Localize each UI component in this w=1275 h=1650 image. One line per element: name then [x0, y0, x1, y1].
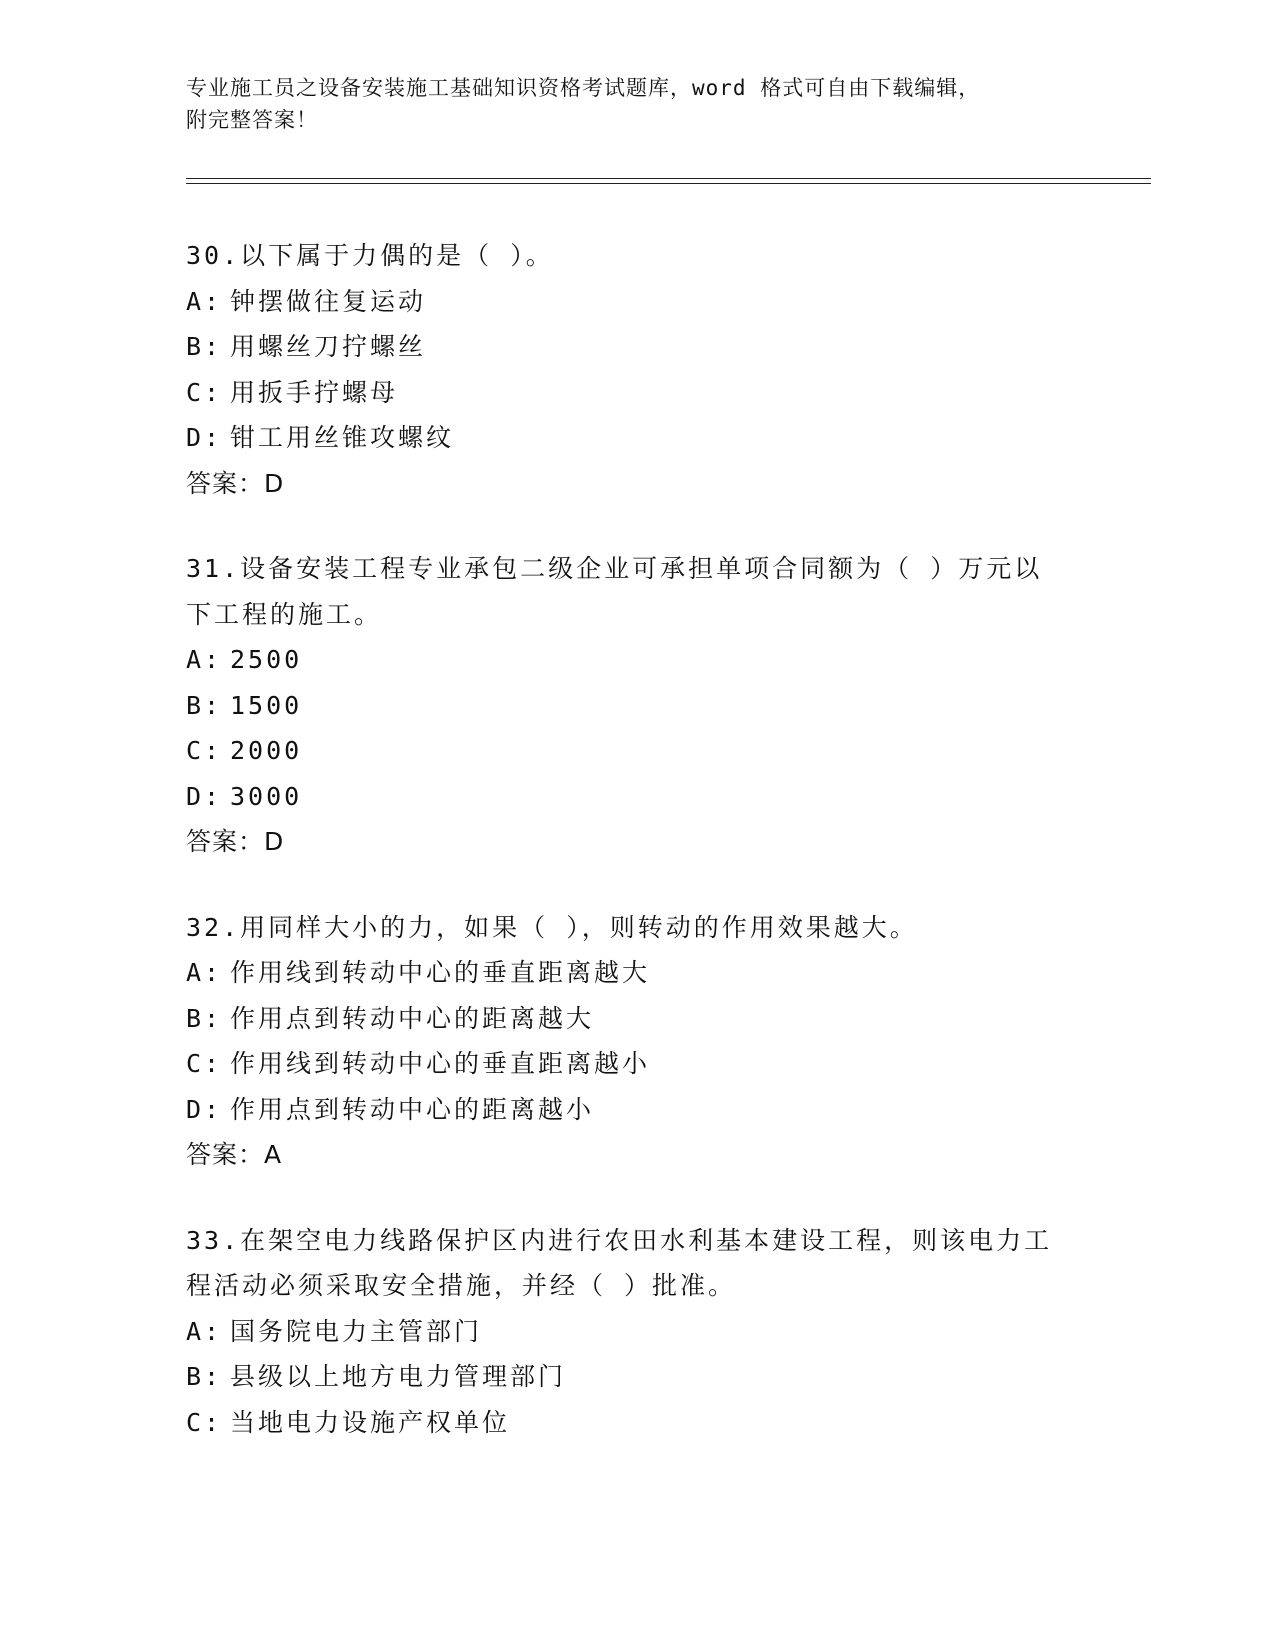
- option-text: 作用点到转动中心的距离越大: [230, 1003, 595, 1033]
- question-text: 在架空电力线路保护区内进行农田水利基本建设工程，则该电力工: [240, 1225, 1053, 1255]
- question-text: 以下属于力偶的是（ ）。: [240, 241, 554, 270]
- option-text: 作用线到转动中心的垂直距离越小: [230, 1049, 651, 1078]
- option-text: 用扳手拧螺母: [230, 377, 399, 407]
- answer-value: D: [264, 827, 285, 856]
- question-number: 33.: [186, 1225, 241, 1255]
- option-key: D:: [186, 423, 223, 452]
- option-c: [186, 370, 1086, 416]
- option-key: B:: [186, 332, 223, 361]
- option-a: [186, 279, 1086, 325]
- option-text: 2000: [230, 736, 303, 765]
- option-c: [186, 1400, 1086, 1446]
- answer-label: 答案：: [186, 827, 265, 856]
- option-text: 钳工用丝锥攻螺纹: [230, 423, 455, 452]
- option-d: [186, 774, 1086, 820]
- option-key: A:: [186, 958, 223, 987]
- option-a: [186, 950, 1086, 996]
- option-a: [186, 637, 1086, 683]
- option-text: 1500: [230, 690, 303, 720]
- option-key: C:: [186, 1049, 223, 1078]
- document-header: [186, 72, 1066, 136]
- option-text: 作用线到转动中心的垂直距离越大: [230, 958, 651, 987]
- header-line-1: 专业施工员之设备安装施工基础知识资格考试题库，word 格式可自由下载编辑，: [186, 76, 981, 100]
- option-key: D:: [186, 781, 223, 811]
- option-b: [186, 324, 1086, 370]
- option-a: [186, 1309, 1086, 1355]
- question-stem-continued: [186, 592, 1086, 638]
- question-number: 32.: [186, 912, 241, 942]
- option-text: 作用点到转动中心的距离越小: [230, 1094, 595, 1124]
- question-stem: [186, 546, 1086, 592]
- option-text: 钟摆做往复运动: [230, 286, 427, 316]
- question-text: 设备安装工程专业承包二级企业可承担单项合同额为（ ）万元以: [240, 554, 1043, 583]
- option-text: 2500: [230, 645, 303, 674]
- option-key: B:: [186, 1362, 223, 1391]
- question-block: [186, 233, 1086, 506]
- question-text: 用同样大小的力，如果（ ），则转动的作用效果越大。: [240, 912, 918, 942]
- option-b: [186, 683, 1086, 729]
- option-key: B:: [186, 690, 223, 720]
- answer-line: [186, 1132, 1086, 1178]
- question-block: [186, 905, 1086, 1178]
- question-block: [186, 546, 1086, 865]
- question-list: [186, 233, 1086, 1485]
- question-number: 30.: [186, 241, 241, 270]
- option-c: [186, 1041, 1086, 1087]
- answer-line: [186, 461, 1086, 507]
- option-key: C:: [186, 377, 223, 407]
- option-key: A:: [186, 1316, 223, 1346]
- answer-value: D: [264, 468, 285, 498]
- question-stem: [186, 905, 1086, 951]
- option-key: D:: [186, 1094, 223, 1124]
- option-text: 国务院电力主管部门: [230, 1316, 483, 1346]
- option-b: [186, 1354, 1086, 1400]
- answer-label: 答案：: [186, 468, 265, 498]
- option-key: A:: [186, 645, 223, 674]
- question-stem-continued: [186, 1263, 1086, 1309]
- question-text: 下工程的施工。: [186, 599, 383, 629]
- answer-value: A: [264, 1140, 283, 1169]
- option-text: 3000: [230, 781, 303, 811]
- option-b: [186, 996, 1086, 1042]
- option-key: A:: [186, 286, 223, 316]
- option-key: C:: [186, 1407, 223, 1437]
- question-text: 程活动必须采取安全措施，并经（ ）批准。: [186, 1271, 737, 1300]
- question-stem: [186, 1218, 1086, 1264]
- header-divider-bottom: [186, 183, 1151, 184]
- header-divider-top: [186, 178, 1151, 179]
- answer-label: 答案：: [186, 1140, 265, 1169]
- option-d: [186, 415, 1086, 461]
- option-key: C:: [186, 736, 223, 765]
- option-text: 用螺丝刀拧螺丝: [230, 332, 427, 361]
- option-text: 当地电力设施产权单位: [230, 1407, 511, 1437]
- option-key: B:: [186, 1003, 223, 1033]
- question-number: 31.: [186, 554, 241, 583]
- option-c: [186, 728, 1086, 774]
- option-text: 县级以上地方电力管理部门: [230, 1362, 567, 1391]
- question-stem: [186, 233, 1086, 279]
- option-d: [186, 1087, 1086, 1133]
- header-line-2: 附完整答案！: [186, 108, 318, 132]
- question-block: [186, 1218, 1086, 1446]
- answer-line: [186, 819, 1086, 865]
